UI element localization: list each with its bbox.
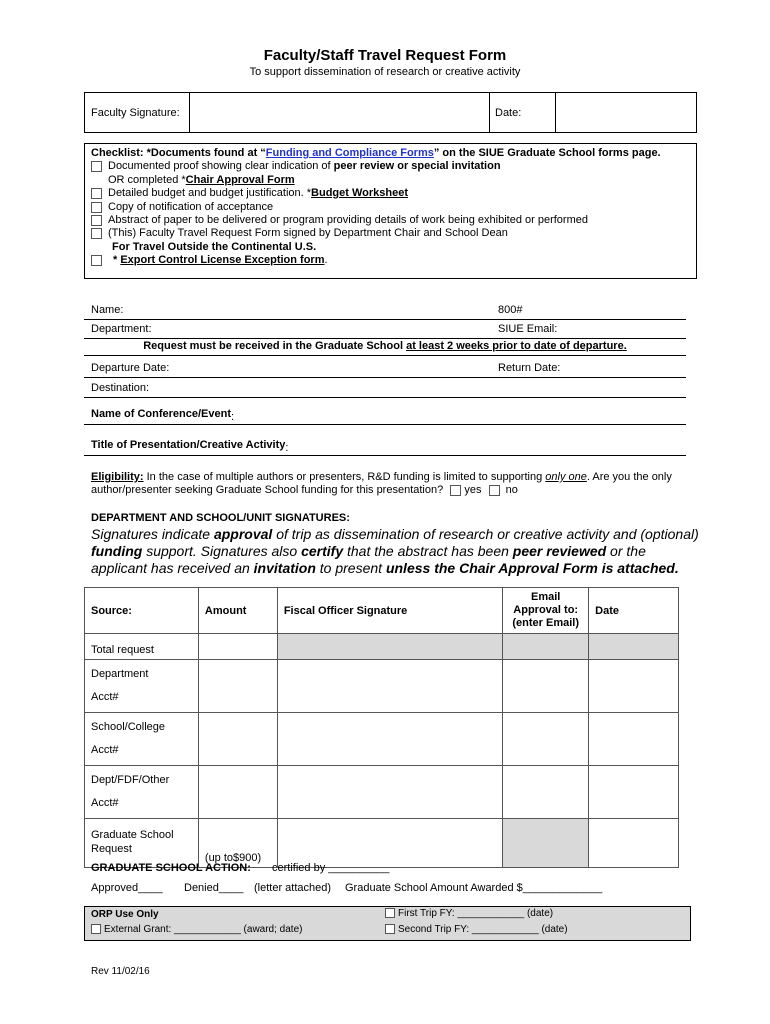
orp-use-box bbox=[84, 906, 691, 941]
faculty-signature-field[interactable] bbox=[189, 93, 489, 132]
first-trip-checkbox[interactable] bbox=[385, 908, 395, 918]
form-subtitle: To support dissemination of research or creative activity bbox=[249, 66, 521, 78]
checklist-item: (This) Faculty Travel Request Form signed by Department Chair and School Dean bbox=[91, 227, 508, 239]
table-header-row bbox=[85, 588, 679, 634]
total-amount-cell[interactable] bbox=[198, 634, 277, 660]
amount-awarded[interactable]: Graduate School Amount Awarded $_____________ bbox=[345, 882, 603, 894]
dates-row[interactable] bbox=[84, 359, 686, 378]
destination-label: Destination: bbox=[91, 382, 150, 394]
grad-date-cell[interactable] bbox=[589, 819, 679, 868]
table-row: Graduate School Request (up to$900) bbox=[85, 819, 679, 868]
orp-title: ORP Use Only bbox=[91, 909, 159, 920]
department-amount-cell[interactable] bbox=[198, 660, 277, 713]
checklist-item: OR completed *Chair Approval Form bbox=[108, 174, 295, 186]
budget-worksheet-link[interactable]: Budget Worksheet bbox=[311, 187, 409, 199]
school-signature-cell[interactable] bbox=[277, 713, 502, 766]
date-field[interactable] bbox=[555, 93, 696, 132]
checkbox[interactable] bbox=[91, 215, 102, 226]
department-date-cell[interactable] bbox=[589, 660, 679, 713]
checklist-heading: Checklist: *Documents found at “Funding and Compliance Forms” on the SIUE Graduate School forms page. bbox=[91, 147, 661, 159]
certified-by[interactable]: certified by __________ bbox=[272, 862, 390, 874]
export-control-link[interactable]: Export Control License Exception form bbox=[120, 254, 325, 266]
signatures-heading: DEPARTMENT AND SCHOOL/UNIT SIGNATURES: bbox=[91, 512, 350, 524]
other-amount-cell[interactable] bbox=[198, 766, 277, 819]
letter-attached: (letter attached) bbox=[254, 882, 332, 894]
date-label-cell bbox=[489, 93, 559, 132]
other-email-cell[interactable] bbox=[503, 766, 589, 819]
approved-field[interactable]: Approved____ bbox=[91, 882, 163, 894]
department-label: Department: bbox=[91, 323, 152, 335]
grad-amount-cell[interactable]: (up to$900) bbox=[198, 819, 277, 868]
yes-label: yes bbox=[464, 484, 482, 496]
no-label: no bbox=[505, 484, 518, 496]
school-email-cell[interactable] bbox=[503, 713, 589, 766]
checkbox[interactable] bbox=[91, 228, 102, 239]
deadline-notice: Request must be received in the Graduate School at least 2 weeks prior to date of departure. bbox=[143, 340, 627, 352]
second-trip: Second Trip FY: ____________ (date) bbox=[385, 924, 568, 935]
checkbox[interactable] bbox=[91, 161, 102, 172]
travel-outside-heading: For Travel Outside the Continental U.S. bbox=[112, 241, 317, 253]
divider bbox=[84, 355, 686, 356]
id-800-label: 800# bbox=[498, 304, 523, 316]
chair-approval-form-link[interactable]: Chair Approval Form bbox=[185, 174, 295, 186]
table-row: School/College Acct# bbox=[85, 713, 679, 766]
checklist-item: Documented proof showing clear indication of peer review or special invitation bbox=[91, 160, 501, 172]
presentation-row[interactable] bbox=[84, 436, 686, 456]
departure-date-label: Departure Date: bbox=[91, 362, 170, 374]
grad-action-heading: GRADUATE SCHOOL ACTION: bbox=[91, 862, 251, 874]
department-row[interactable] bbox=[84, 320, 686, 339]
revision-label: Rev 11/02/16 bbox=[91, 966, 150, 977]
checklist-item: Detailed budget and budget justification. *Budget Worksheet bbox=[91, 187, 408, 199]
name-label: Name: bbox=[91, 304, 124, 316]
eligibility-text: Eligibility: In the case of multiple authors or presenters, R&D funding is limited to supporting only one. Are you the only author/presenter seeking Graduate School funding for this presentation? yes no bbox=[91, 471, 672, 496]
checklist-item: Copy of notification of acceptance bbox=[91, 201, 273, 213]
school-date-cell[interactable] bbox=[589, 713, 679, 766]
funding-forms-link[interactable]: Funding and Compliance Forms bbox=[265, 147, 434, 159]
other-signature-cell[interactable] bbox=[277, 766, 502, 819]
date-header: Date bbox=[589, 588, 679, 634]
other-date-cell[interactable] bbox=[589, 766, 679, 819]
second-trip-checkbox[interactable] bbox=[385, 924, 395, 934]
fiscal-officer-header: Fiscal Officer Signature bbox=[277, 588, 502, 634]
table-row: Dept/FDF/Other Acct# bbox=[85, 766, 679, 819]
presentation-label: Title of Presentation/Creative Activity : bbox=[91, 439, 289, 454]
siue-email-label: SIUE Email: bbox=[498, 323, 558, 335]
yes-checkbox[interactable] bbox=[450, 485, 461, 496]
checklist-item: * Export Control License Exception form. bbox=[91, 254, 328, 266]
amount-header: Amount bbox=[198, 588, 277, 634]
department-signature-cell[interactable] bbox=[277, 660, 502, 713]
return-date-label: Return Date: bbox=[498, 362, 561, 374]
department-email-cell[interactable] bbox=[503, 660, 589, 713]
first-trip: First Trip FY: ____________ (date) bbox=[385, 908, 553, 919]
no-checkbox[interactable] bbox=[489, 485, 500, 496]
table-row: Department Acct# bbox=[85, 660, 679, 713]
grad-signature-cell[interactable] bbox=[277, 819, 502, 868]
source-header: Source: bbox=[85, 588, 199, 634]
conference-row[interactable] bbox=[84, 405, 686, 425]
funding-source-table bbox=[84, 587, 679, 868]
faculty-signature-label: Faculty Signature: bbox=[91, 107, 180, 119]
faculty-signature-box bbox=[84, 92, 697, 133]
name-row[interactable] bbox=[84, 301, 686, 320]
checkbox[interactable] bbox=[91, 255, 102, 266]
signatures-paragraph: Signatures indicate approval of trip as dissemination of research or creative activity and (optional) funding support. Signatures also certify that the abstract has been peer reviewed or the applicant has received an invitation to present unless the Chair Approval Form is attached. bbox=[91, 526, 699, 576]
checkbox[interactable] bbox=[91, 188, 102, 199]
table-row: Total request bbox=[85, 634, 679, 660]
external-grant-checkbox[interactable] bbox=[91, 924, 101, 934]
conference-label: Name of Conference/Event : bbox=[91, 408, 235, 423]
school-amount-cell[interactable] bbox=[198, 713, 277, 766]
denied-field[interactable]: Denied____ bbox=[184, 882, 244, 894]
email-approval-header: Email Approval to: (enter Email) bbox=[503, 588, 589, 634]
checkbox[interactable] bbox=[91, 202, 102, 213]
checklist-item: Abstract of paper to be delivered or program providing details of work being exhibited or performed bbox=[91, 214, 588, 226]
destination-row[interactable] bbox=[84, 379, 686, 398]
form-title: Faculty/Staff Travel Request Form bbox=[263, 47, 507, 64]
date-label: Date: bbox=[495, 107, 522, 119]
external-grant: External Grant: ____________ (award; date) bbox=[91, 924, 302, 935]
